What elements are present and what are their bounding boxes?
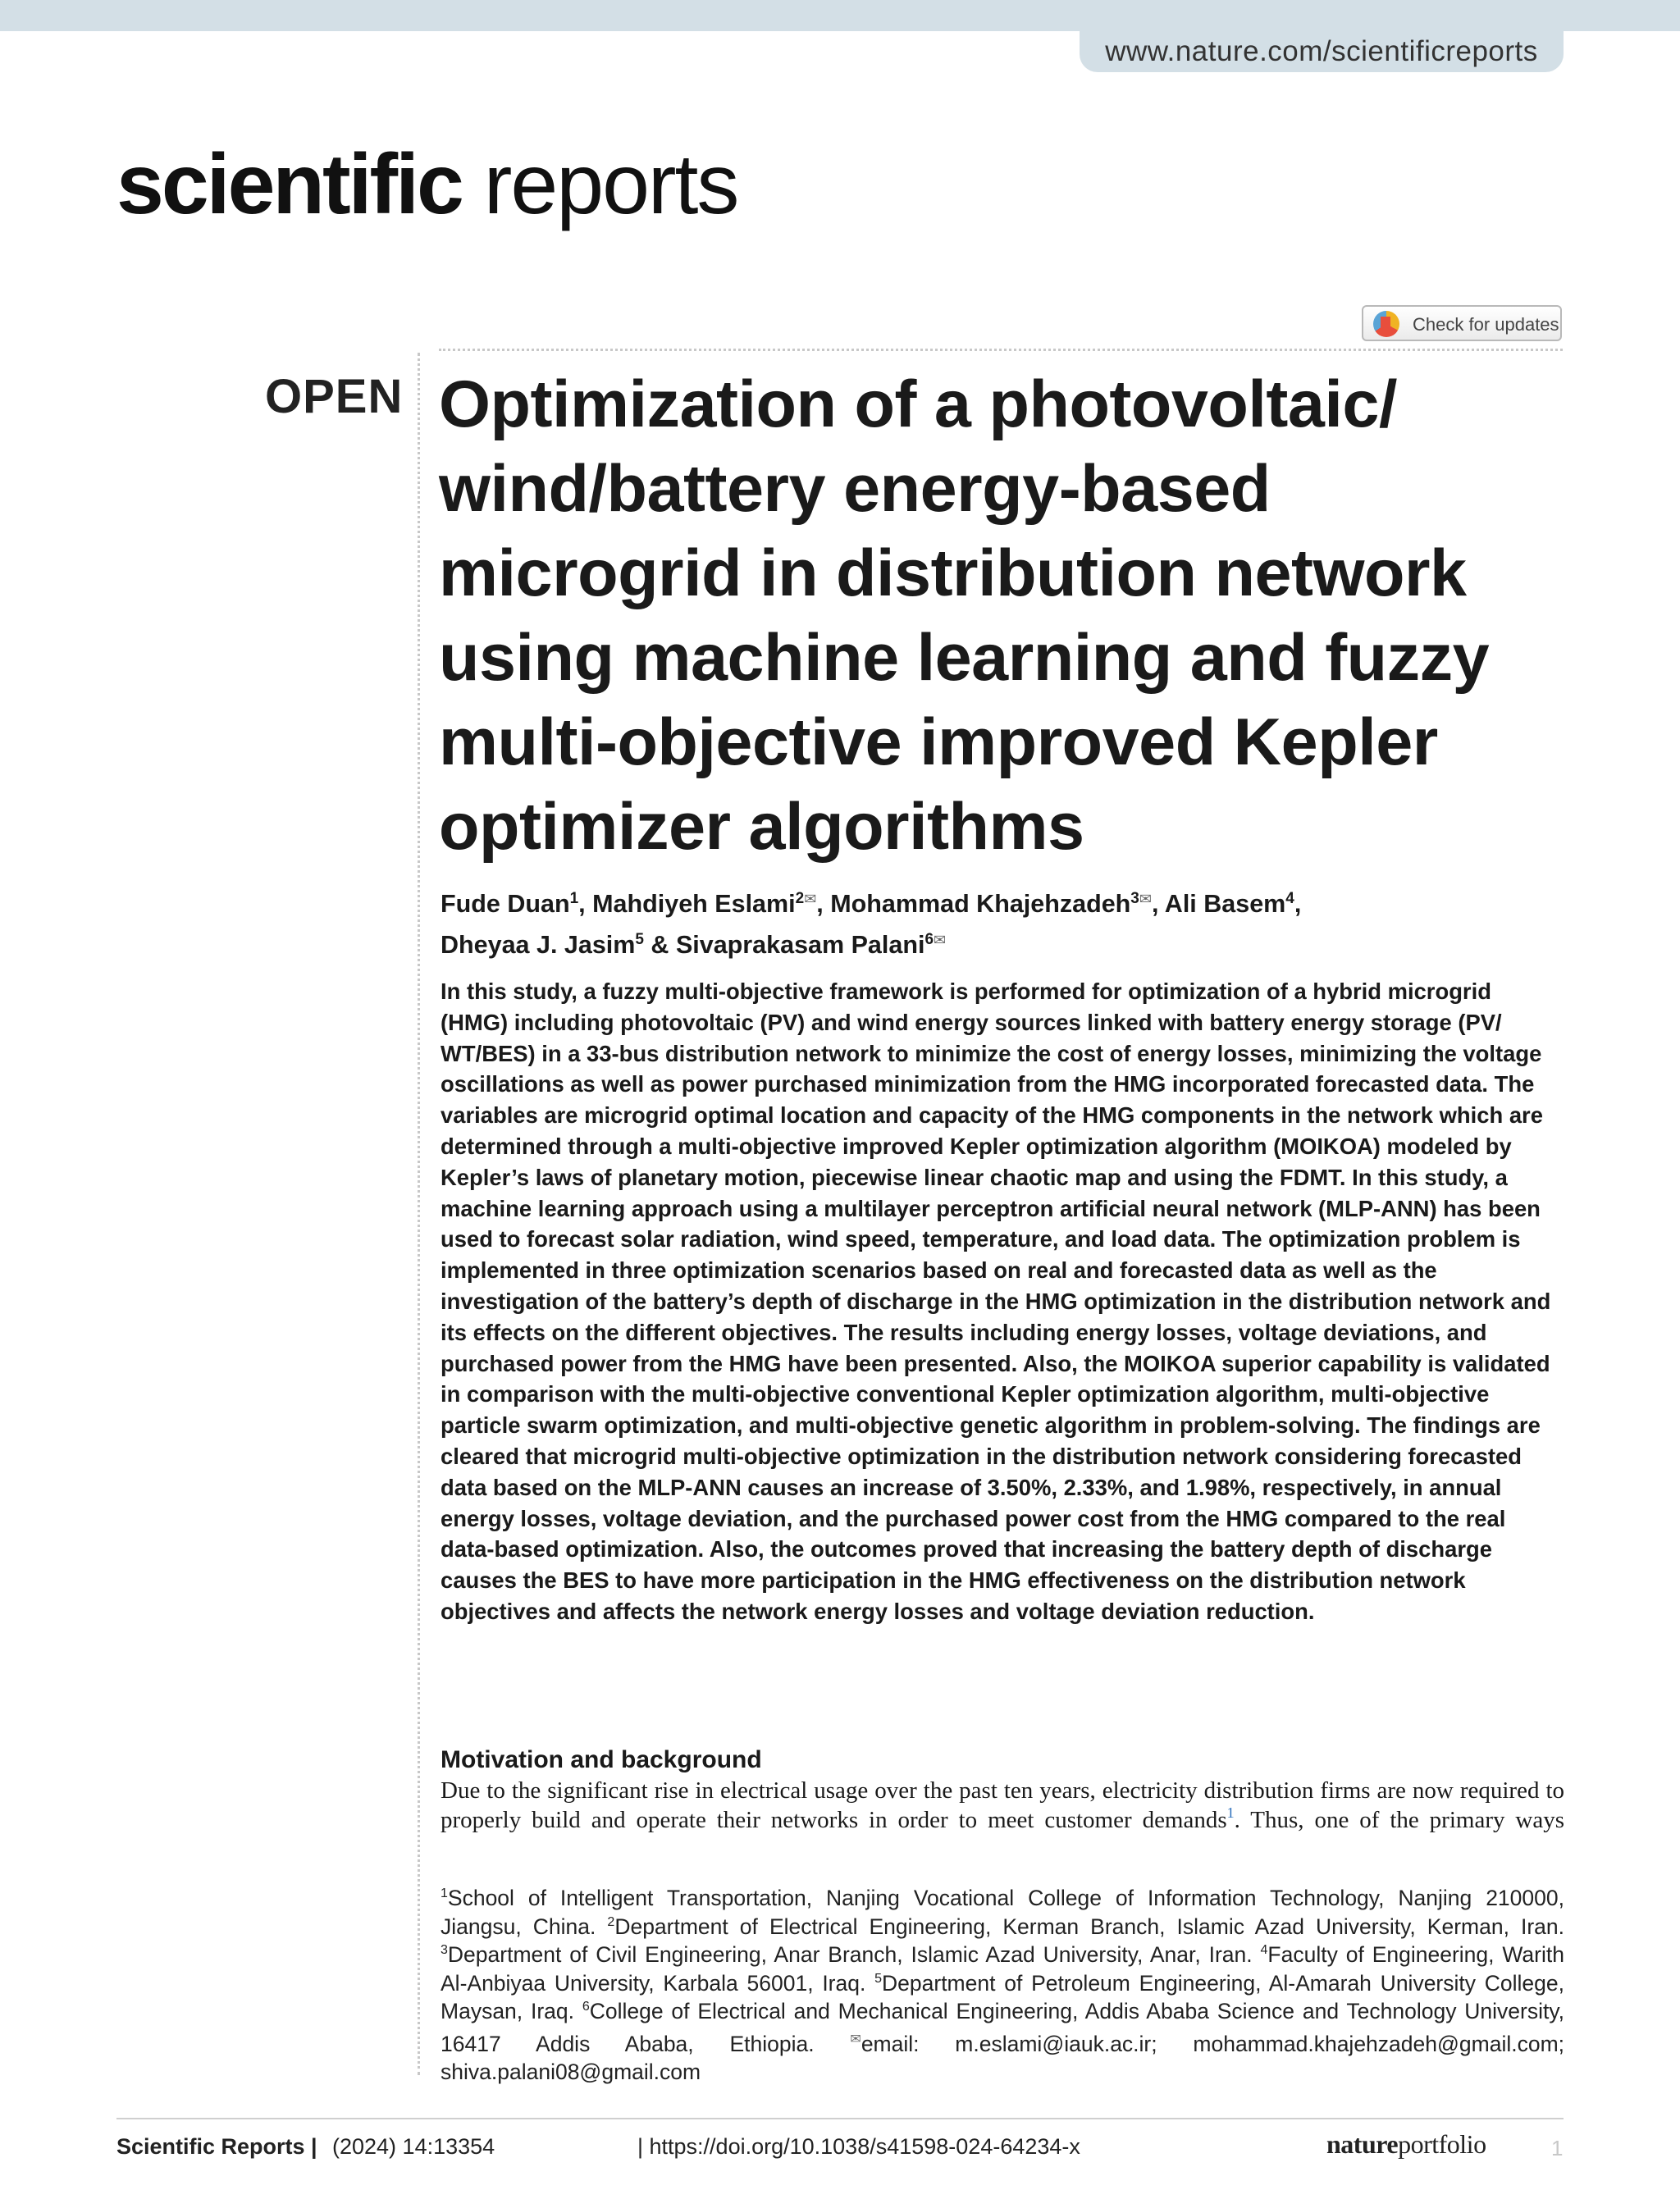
affiliation-number: 1 bbox=[441, 1886, 448, 1900]
envelope-icon[interactable]: ✉ bbox=[1139, 891, 1152, 907]
affiliation-number: 5 bbox=[874, 1971, 883, 1986]
affiliation-number: 4 bbox=[1260, 1943, 1268, 1957]
affiliation-number: 2 bbox=[607, 1914, 615, 1929]
brand-bold: nature bbox=[1326, 2129, 1399, 2159]
author-affiliation-ref: 4 bbox=[1285, 890, 1294, 907]
affiliation-number: 6 bbox=[582, 2000, 590, 2014]
open-access-label: OPEN bbox=[265, 370, 404, 423]
affiliation-text: Faculty of Engineering, Warith Al-Anbiyaa University, Karbala 56001, Iraq. bbox=[441, 1942, 1564, 1996]
footer-doi-link[interactable]: | https://doi.org/10.1038/s41598-024-64234-x bbox=[637, 2134, 1080, 2159]
footer-journal: Scientific Reports | bbox=[116, 2134, 317, 2159]
author-separator: , bbox=[578, 890, 593, 918]
affiliation-text: College of Electrical and Mechanical Engineering, Addis Ababa Science and Technology University, 16417 Addis Ababa, Ethiopia. bbox=[441, 1999, 1564, 2056]
check-for-updates-label: Check for updates bbox=[1413, 314, 1559, 335]
body-text-line: Due to the significant rise in electrical usage over the past ten years, electricity distribution firms are now required bbox=[441, 1777, 1540, 1804]
author-separator: , bbox=[1151, 890, 1165, 918]
envelope-icon[interactable]: ✉ bbox=[934, 932, 947, 948]
journal-url[interactable]: www.nature.com/scientificreports bbox=[1080, 31, 1564, 72]
author-name[interactable]: Mohammad Khajehzadeh bbox=[830, 890, 1131, 918]
footer-volume: (2024) 14:13354 bbox=[332, 2134, 495, 2159]
body-paragraph bbox=[441, 1776, 1564, 1835]
abstract: In this study, a fuzzy multi-objective framework is performed for optimization of a hybrid microgrid (HMG) including photovoltaic (PV) and wind energy sources linked with battery energy storage (PV/ WT/BES) in a 33-bus distribution network to minimize the cost of energy losses, minimizing the voltage oscillations as well as power purchased minimization from the HMG incorporated forecasted data. The variables are microgrid optimal location and capacity of the HMG components in the network which are determined through a multi-objective improved Kepler optimization algorithm (MOIKOA) modeled by Kepler’s laws of planetary motion, piecewise linear chaotic map and using the FDMT. In this study, a machine learning approach using a multilayer perceptron artificial neural network (MLP-ANN) has been used to forecast solar radiation, wind speed, temperature, and load data. The optimization problem is implemented in three optimization scenarios based on real and forecasted data as well as the investigation of the battery’s depth of discharge in the HMG optimization in the distribution network and its effects on the different objectives. The results including energy losses, voltage deviations, and purchased power from the HMG have been presented. Also, the MOIKOA superior capability is validated in comparison with the multi-objective conventional Kepler optimization algorithm, multi-objective particle swarm optimization, and multi-objective genetic algorithm in problem-solving. The findings are cleared that microgrid multi-objective optimization in the distribution network considering forecasted data based on the MLP-ANN causes an increase of 3.50%, 2.33%, and 1.98%, respectively, in annual energy losses, voltage deviation, and the purchased power cost from the HMG compared to the real data-based optimization. Also, the outcomes proved that increasing the battery depth of discharge causes the BES to have more participation in the HMG effectiveness on the distribution network objectives and affects the network energy losses and voltage deviation reduction. bbox=[441, 979, 1551, 1624]
top-band bbox=[0, 0, 1680, 31]
check-for-updates-button[interactable] bbox=[1362, 305, 1562, 341]
affiliations bbox=[441, 1884, 1564, 2087]
author-separator: , bbox=[1294, 890, 1302, 918]
affiliation-text: Department of Petroleum Engineering, Al-Amarah University College, Maysan, Iraq. bbox=[441, 1970, 1564, 2023]
affiliation-text: Department of Civil Engineering, Anar Branch, Islamic Azad University, Anar, Iran. bbox=[447, 1942, 1261, 1967]
author-name[interactable]: Mahdiyeh Eslami bbox=[592, 890, 796, 918]
author-name[interactable]: Fude Duan bbox=[441, 890, 570, 918]
author-affiliation-ref: 2 bbox=[795, 890, 805, 907]
dotted-divider-horizontal bbox=[439, 349, 1563, 351]
author-affiliation-ref: 6 bbox=[924, 931, 934, 948]
corresponding-emails[interactable]: email: m.eslami@iauk.ac.ir; mohammad.khajehzadeh@gmail.com; shiva.palani08@gmail.com bbox=[441, 2031, 1565, 2084]
envelope-icon: ✉ bbox=[850, 2032, 861, 2046]
author-affiliation-ref: 5 bbox=[635, 931, 644, 948]
author-list bbox=[441, 881, 1564, 963]
logo-regular: reports bbox=[483, 137, 738, 232]
author-name[interactable]: Dheyaa J. Jasim bbox=[441, 931, 636, 959]
body-text-line: to properly build and operate their networks in order to meet customer demands bbox=[441, 1777, 1564, 1833]
footer-divider bbox=[116, 2118, 1564, 2119]
affiliation-text: School of Intelligent Transportation, Nanjing Vocational College of Information Technology, Nanjing 210000, Jiangsu, China. bbox=[441, 1886, 1564, 1939]
author-name[interactable]: Sivaprakasam Palani bbox=[675, 931, 925, 959]
affiliation-number: 3 bbox=[441, 1943, 448, 1957]
reference-link[interactable]: 1 bbox=[1226, 1804, 1235, 1821]
article-title: Optimization of a photovoltaic/ wind/battery energy-based microgrid in distribution network using machine learning and fuzzy multi-objective improved Kepler optimizer algorithms bbox=[439, 367, 1490, 864]
author-separator: , bbox=[816, 890, 831, 918]
dotted-divider-vertical bbox=[418, 353, 420, 2075]
author-affiliation-ref: 3 bbox=[1130, 890, 1139, 907]
author-separator: & bbox=[643, 931, 676, 959]
section-heading: Motivation and background bbox=[441, 1746, 762, 1773]
nature-portfolio-logo bbox=[1326, 2129, 1486, 2160]
affiliation-text: Department of Electrical Engineering, Kerman Branch, Islamic Azad University, Kerman, Iran. bbox=[614, 1914, 1565, 1939]
crossmark-icon bbox=[1373, 311, 1399, 337]
author-affiliation-ref: 1 bbox=[569, 890, 579, 907]
page-number: 1 bbox=[1551, 2136, 1564, 2160]
author-name[interactable]: Ali Basem bbox=[1164, 890, 1286, 918]
envelope-icon[interactable]: ✉ bbox=[804, 891, 817, 907]
brand-regular: portfolio bbox=[1398, 2129, 1486, 2159]
journal-logo[interactable] bbox=[116, 131, 737, 238]
logo-bold: scientific bbox=[116, 137, 462, 232]
body-text-line: . Thus, one of the primary ways bbox=[1234, 1807, 1564, 1833]
